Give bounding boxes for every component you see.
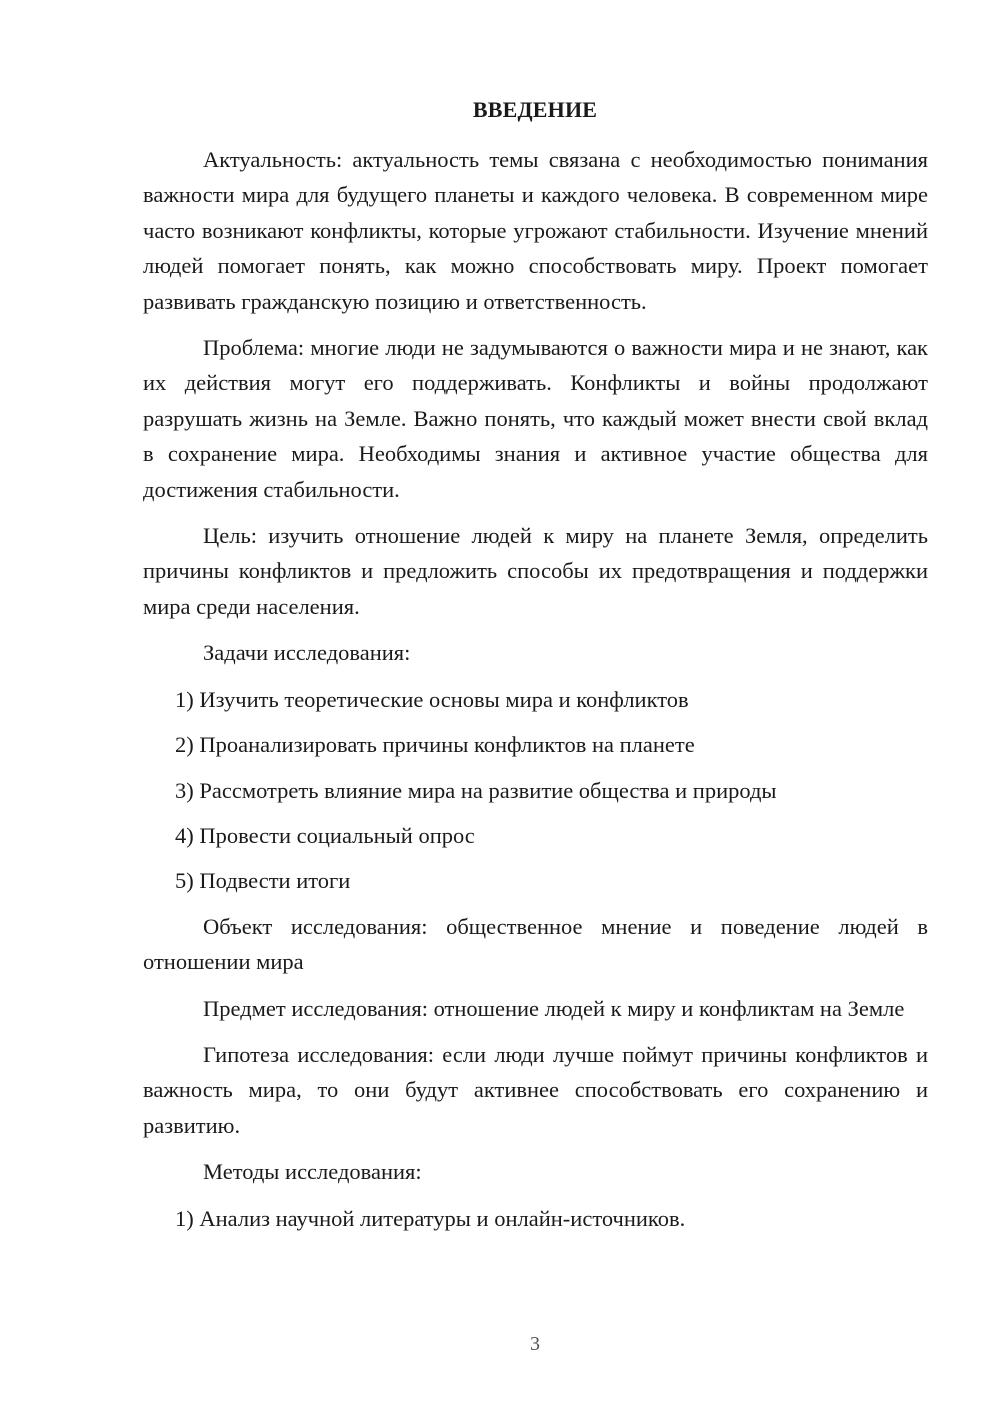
subject-paragraph: Предмет исследования: отношение людей к миру и конфликтам на Земле — [203, 995, 905, 1021]
object-paragraph: Объект исследования: общественное мнение и поведение людей в отношении мира — [143, 913, 928, 975]
task-item: 4) Провести социальный опрос — [175, 822, 475, 848]
page-number: 3 — [530, 1333, 540, 1355]
task-item: 1) Изучить теоретические основы мира и конфликтов — [175, 686, 689, 712]
hypothesis-paragraph: Гипотеза исследования: если люди лучше поймут причины конфликтов и важность мира, то они будут активнее способствовать его сохранению и развитию. — [143, 1041, 928, 1138]
relevance-paragraph: Актуальность: актуальность темы связана с необходимостью понимания важности мира для будущего планеты и каждого человека. В современном мире часто возникают конфликты, которые угрожают стабильности. Изучение мнений людей помогает понять, как можно способствовать миру. Проект помогает развивать гражданскую позицию и ответственность. — [143, 147, 928, 314]
goal-paragraph: Цель: изучить отношение людей к миру на планете Земля, определить причины конфликтов и предложить способы их предотвращения и поддержки мира среди населения. — [143, 523, 928, 619]
task-item: 3) Рассмотреть влияние мира на развитие общества и природы — [175, 777, 777, 803]
page-body — [143, 142, 928, 1246]
task-item: 5) Подвести итоги — [175, 868, 351, 894]
section-title: ВВЕДЕНИЕ — [472, 97, 598, 122]
tasks-heading: Задачи исследования: — [203, 640, 411, 666]
methods-list — [143, 1201, 928, 1236]
methods-heading: Методы исследования: — [203, 1159, 422, 1185]
task-item: 2) Проанализировать причины конфликтов на планете — [175, 732, 695, 758]
problem-paragraph: Проблема: многие люди не задумываются о важности мира и не знают, как их действия могут его поддерживать. Конфликты и войны продолжают разрушать жизнь на Земле. Важно понять, что каждый может внести свой вклад в сохранение мира. Необходимы знания и активное участие общества для достижения стабильности. — [143, 335, 928, 502]
method-item: 1) Анализ научной литературы и онлайн-источников. — [175, 1205, 686, 1231]
tasks-list — [143, 682, 928, 899]
